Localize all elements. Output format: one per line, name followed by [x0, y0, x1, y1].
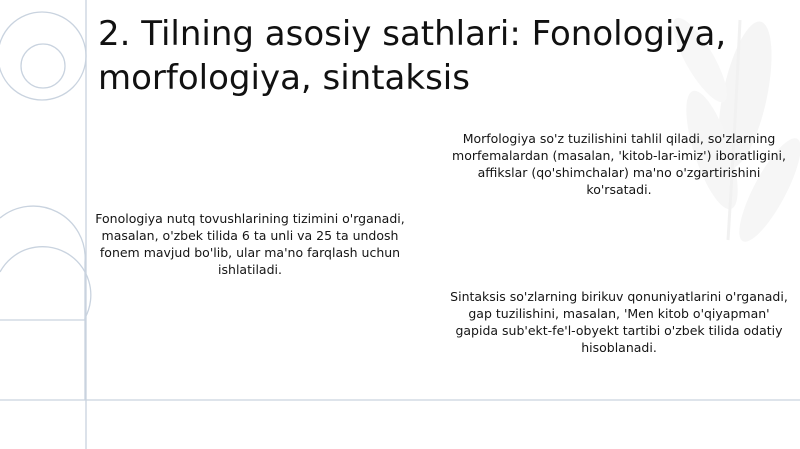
fonologiya-paragraph: Fonologiya nutq tovushlarining tizimini o'rganadi, masalan, o'zbek tilida 6 ta unli va 25 ta undosh fonem mavjud bo'lib, ular ma'no farqlash uchun ishlatiladi. [95, 211, 405, 277]
slide-title: 2. Tilning asosiy sathlari: Fonologiya, morfologiya, sintaksis [98, 14, 727, 98]
decor-arch [0, 206, 85, 320]
decor-half-circle [0, 247, 91, 400]
morfologiya-paragraph: Morfologiya so'z tuzilishini tahlil qiladi, so'zlarning morfemalardan (masalan, 'kitob-lar-imiz') iboratligini, affikslar (qo'shimchalar) ma'no o'zgartirishini ko'rsatadi. [452, 131, 786, 197]
decor-circle-small [21, 44, 65, 88]
decor-circle-large [0, 12, 86, 100]
sintaksis-paragraph: Sintaksis so'zlarning birikuv qonuniyatlarini o'rganadi, gap tuzilishini, masalan, 'Men kitob o'qiyapman' gapida sub'ekt-fe'l-obyekt tartibi o'zbek tilida odatiy hisoblanadi. [450, 289, 788, 355]
